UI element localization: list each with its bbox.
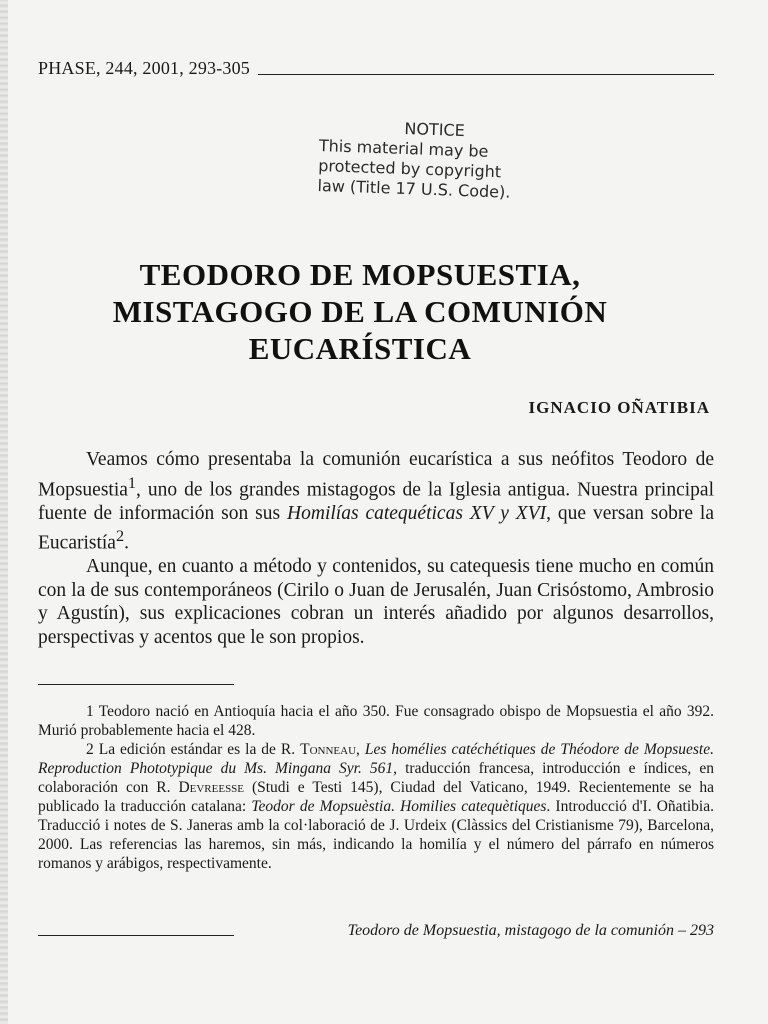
notice-line: law (Title 17 U.S. Code).	[317, 175, 511, 202]
scan-edge	[0, 0, 8, 1024]
footnote-ref-1: 1	[127, 473, 137, 492]
author-name: Tonneau	[300, 741, 357, 758]
text-run: Veamos cómo presentaba la comunión eucarística a sus neófitos Teodoro de Mopsuestia	[38, 449, 714, 500]
text-run: 2 La edición estándar es la de R.	[86, 741, 301, 758]
copyright-notice-stamp	[317, 116, 610, 206]
article-body	[38, 448, 714, 649]
footnotes	[38, 702, 714, 873]
title-line: EUCARÍSTICA	[248, 331, 472, 366]
footnote-ref-2: 2	[115, 527, 125, 545]
footer-rule	[38, 935, 234, 936]
author-name: Devreesse	[178, 779, 245, 796]
footnote-rule	[38, 684, 234, 685]
title-line: MISTAGOGO DE LA COMUNIÓN	[112, 294, 608, 329]
footnote-2	[38, 740, 714, 873]
running-title: Teodoro de Mopsuestia, mistagogo de la comunión – 293	[347, 922, 714, 939]
text-run: .	[124, 532, 129, 554]
notice-line: This material may be	[318, 135, 489, 161]
notice-line: protected by copyright	[317, 155, 502, 182]
body-paragraph: Aunque, en cuanto a método y contenidos, su catequesis tiene mucho en común con la de sus contemporáneos (Cirilo o Juan de Jerusalén, Juan Crisóstomo, Ambrosio y Agustín), sus explicaciones cobran un interés añadido por algunos desarrollos, perspectivas y acentos que le son propios.	[38, 556, 714, 648]
article-author: IGNACIO OÑATIBIA	[528, 398, 710, 417]
italic-title: Teodor de Mopsuèstia. Homilies catequètiques	[251, 798, 547, 815]
header-rule	[258, 74, 714, 75]
italic-title: Homilías catequéticas XV y XVI	[287, 502, 547, 524]
journal-header	[38, 58, 714, 79]
body-paragraph	[38, 448, 714, 555]
journal-citation: PHASE, 244, 2001, 293-305	[38, 58, 251, 78]
notice-title: NOTICE	[404, 118, 466, 141]
page-footer	[38, 922, 714, 940]
article-title	[40, 256, 680, 367]
text-run: (Studi e Testi 145), Ciudad del Vaticano, 1949. Recientemente se ha publicado la traducción catalana:	[38, 779, 715, 815]
italic-title: Les homélies catéchétiques de Théodore de Mopsueste. Reproduction Phototypique du Ms. Mingana Syr. 561,	[38, 741, 714, 777]
text-run: , que versan sobre la Eucaristía	[38, 502, 715, 554]
text-run: . Introducció d'I. Oñatibia. Traducció i notes de S. Janeras amb la col·laboració de J. Urdeix (Clàssics del Cristianisme 79), Barcelona, 2000. Las referencias las haremos, sin más, indicando la homilía y el número del párrafo en números romanos y arábigos, respectivamente.	[38, 798, 714, 872]
title-line: TEODORO DE MOPSUESTIA,	[139, 257, 581, 292]
text-run: traducción francesa, introducción e índices, en colaboración con R.	[38, 760, 714, 796]
footnote-1: 1 Teodoro nació en Antioquía hacia el año 350. Fue consagrado obispo de Mopsuestia el año 392. Murió probablemente hacia el 428.	[38, 703, 714, 739]
text-run: ,	[356, 741, 365, 758]
text-run: , uno de los grandes mistagogos de la Iglesia antigua. Nuestra principal fuente de información son sus	[38, 479, 714, 524]
